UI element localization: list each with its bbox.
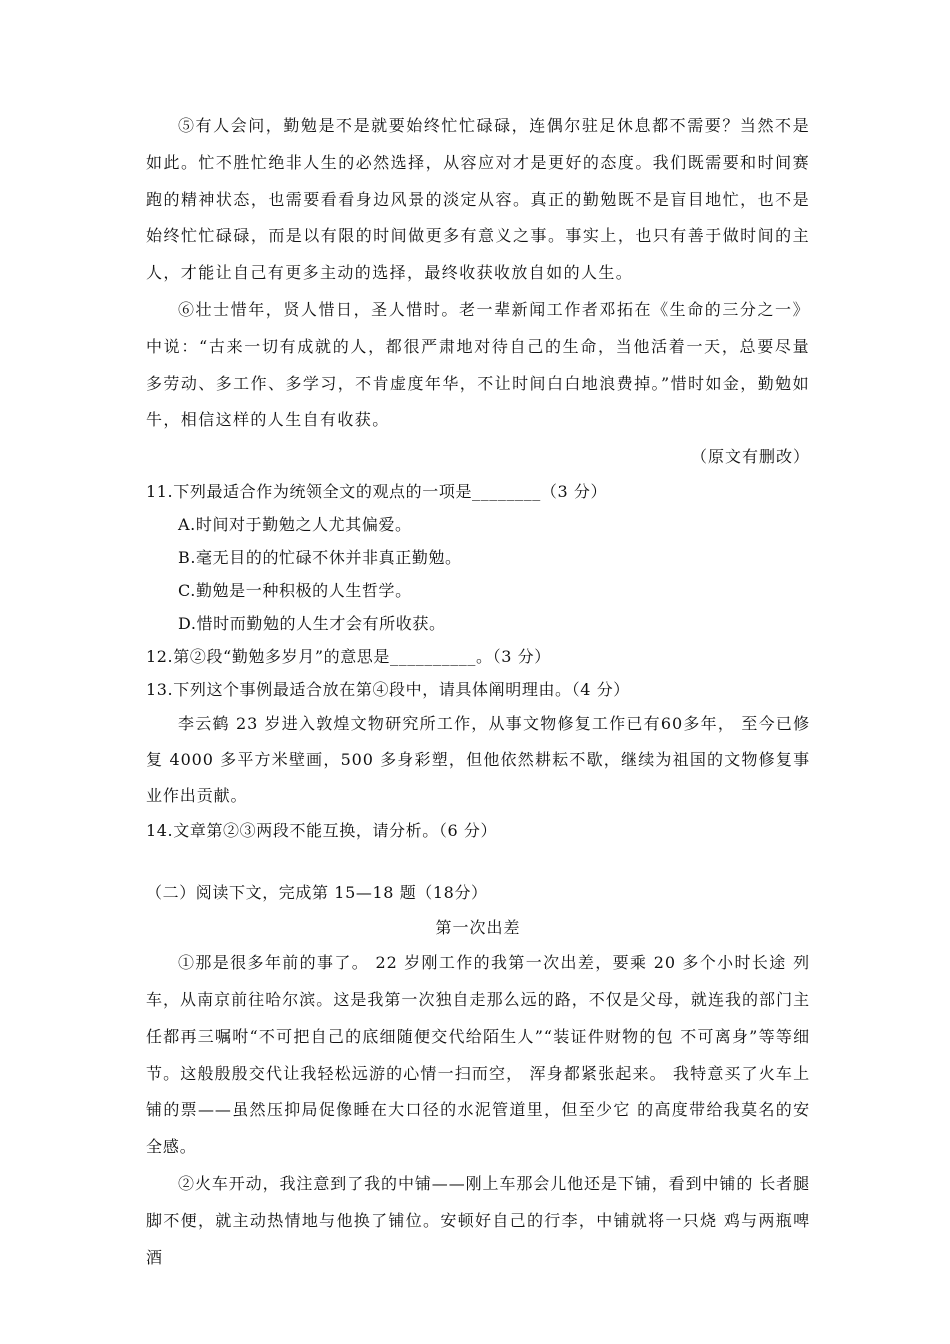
section-2-heading: （二）阅读下文，完成第 15—18 题（18分） — [146, 883, 488, 903]
paragraph-5: ⑤有人会问，勤勉是不是就要始终忙忙碌碌，连偶尔驻足休息都不需要？当然不是如此。忙不胜忙绝非人生的必然选择，从容应对才是更好的态度。我们既需要和时间赛跑的精神状态，也需要看看身边风景的淡定从容。真正的勤勉既不是盲目地忙，也不是始终忙忙碌碌，而是以有限的时间做更多有意义之事。事实上，也只有善于做时间的主人，才能让自己有更多主动的选择，最终收获收放自如的人生。 — [146, 116, 810, 283]
source-note: （原文有删改） — [690, 447, 810, 467]
article-paragraph-2: ②火车开动，我注意到了我的中铺——刚上车那会儿他还是下铺，看到中铺的 长者腿脚不便，就主动热情地与他换了铺位。安顿好自己的行李，中铺就将一只烧 鸡与两瓶啤酒 — [146, 1173, 810, 1267]
option-d: D.惜时而勤勉的人生才会有所收获。 — [178, 614, 446, 634]
paragraph-6: ⑥壮士惜年，贤人惜日，圣人惜时。老一辈新闻工作者邓拓在《生命的三分之一》中说：“古来一切有成就的人，都很严肃地对待自己的生命，当他活着一天，总要尽量多劳动、多工作、多学习，不肯虚度年华，不让时间白白地浪费掉。”惜时如金，勤勉如牛，相信这样的人生自有收获。 — [146, 299, 810, 430]
option-b: B.毫无目的的忙碌不休并非真正勤勉。 — [178, 548, 462, 568]
question-11: 11.下列最适合作为统领全文的观点的一项是________（3 分） — [146, 482, 608, 502]
question-13: 13.下列这个事例最适合放在第④段中，请具体阐明理由。（4 分） — [146, 680, 630, 700]
article-title: 第一次出差 — [435, 918, 521, 938]
question-12: 12.第②段“勤勉多岁月”的意思是__________。（3 分） — [146, 647, 551, 667]
question-14: 14.文章第②③两段不能互换，请分析。（6 分） — [146, 821, 498, 841]
option-a: A.时间对于勤勉之人尤其偏爱。 — [178, 515, 412, 535]
document-page — [146, 108, 810, 1276]
question-13-example: 李云鹤 23 岁进入敦煌文物研究所工作，从事文物修复工作已有60多年， 至今已修复 4000 多平方米壁画，500 多身彩塑，但他依然耕耘不歇，继续为祖国的文物修复事业作出贡献。 — [146, 714, 810, 806]
option-c: C.勤勉是一种积极的人生哲学。 — [178, 581, 412, 601]
article-paragraph-1: ①那是很多年前的事了。 22 岁刚工作的我第一次出差，要乘 20 多个小时长途 列车，从南京前往哈尔滨。这是我第一次独自走那么远的路，不仅是父母，就连我的部门主任都再三嘱咐“不可把自己的底细随便交代给陌生人”“装证件财物的包 不可离身”等等细节。这般殷殷交代让我轻松远游的心情一扫而空， 浑身都紧张起来。 我特意买了火车上铺的票——虽然压抑局促像睡在大口径的水泥管道里，但至少它 的高度带给我莫名的安全感。 — [146, 953, 810, 1157]
